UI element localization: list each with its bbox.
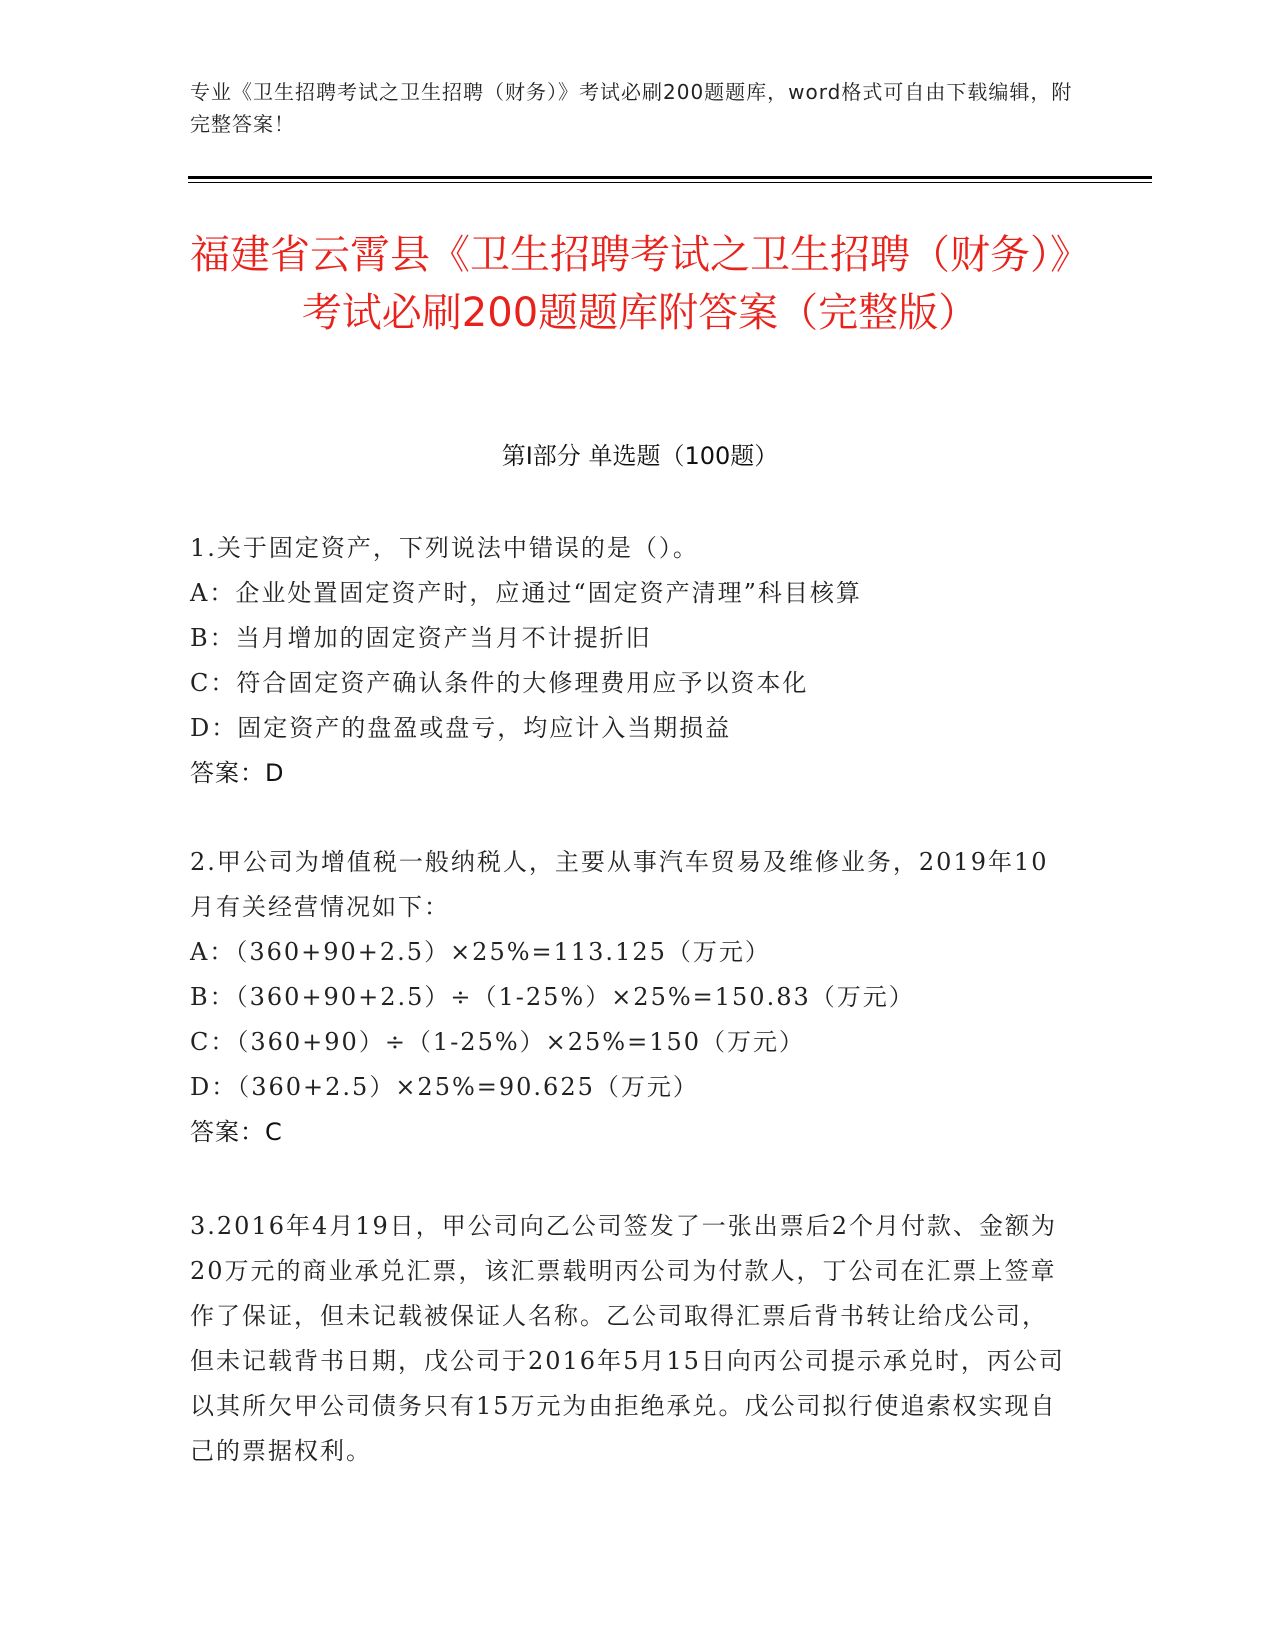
header-rule-thick [188,176,1152,179]
header-note: 专业《卫生招聘考试之卫生招聘（财务）》考试必刷200题题库，word格式可自由下载编辑，附完整答案！ [190,80,1073,136]
option-b: B：当月增加的固定资产当月不计提折旧 [190,624,652,652]
answer: 答案：C [190,1118,283,1146]
option-d: D：固定资产的盘盈或盘亏，均应计入当期损益 [190,714,732,742]
option-d: D：（360+2.5）×25%=90.625（万元） [190,1073,699,1101]
answer: 答案：D [190,759,285,787]
question-text: 1.关于固定资产，下列说法中错误的是（）。 [190,534,699,562]
option-c: C：符合固定资产确认条件的大修理费用应予以资本化 [190,669,809,697]
option-b: B：（360+90+2.5）÷（1-25%）×25%=150.83（万元） [190,983,915,1011]
option-c: C：（360+90）÷（1-25%）×25%=150（万元） [190,1028,806,1056]
header-rule-thin [188,182,1152,183]
document-title: 福建省云霄县《卫生招聘考试之卫生招聘（财务）》考试必刷200题题库附答案（完整版） [190,232,1090,336]
question-text: 3.2016年4月19日，甲公司向乙公司签发了一张出票后2个月付款、金额为20万元的商业承兑汇票，该汇票载明丙公司为付款人，丁公司在汇票上签章作了保证，但未记载被保证人名称。乙公司取得汇票后背书转让给戊公司，但未记载背书日期，戊公司于2016年5月15日向丙公司提示承兑时，丙公司以其所欠甲公司债务只有15万元为由拒绝承兑。戊公司拟行使追索权实现自己的票据权利。 [190,1212,1065,1465]
option-a: A：（360+90+2.5）×25%=113.125（万元） [190,938,771,966]
option-a: A：企业处置固定资产时，应通过“固定资产清理”科目核算 [190,579,862,607]
question-text: 2.甲公司为增值税一般纳税人，主要从事汽车贸易及维修业务，2019年10月有关经营情况如下： [190,848,1049,921]
question-1 [190,526,1070,796]
question-2 [190,840,1070,1155]
question-3 [190,1204,1070,1474]
section-title: 第I部分 单选题（100题） [501,442,779,470]
